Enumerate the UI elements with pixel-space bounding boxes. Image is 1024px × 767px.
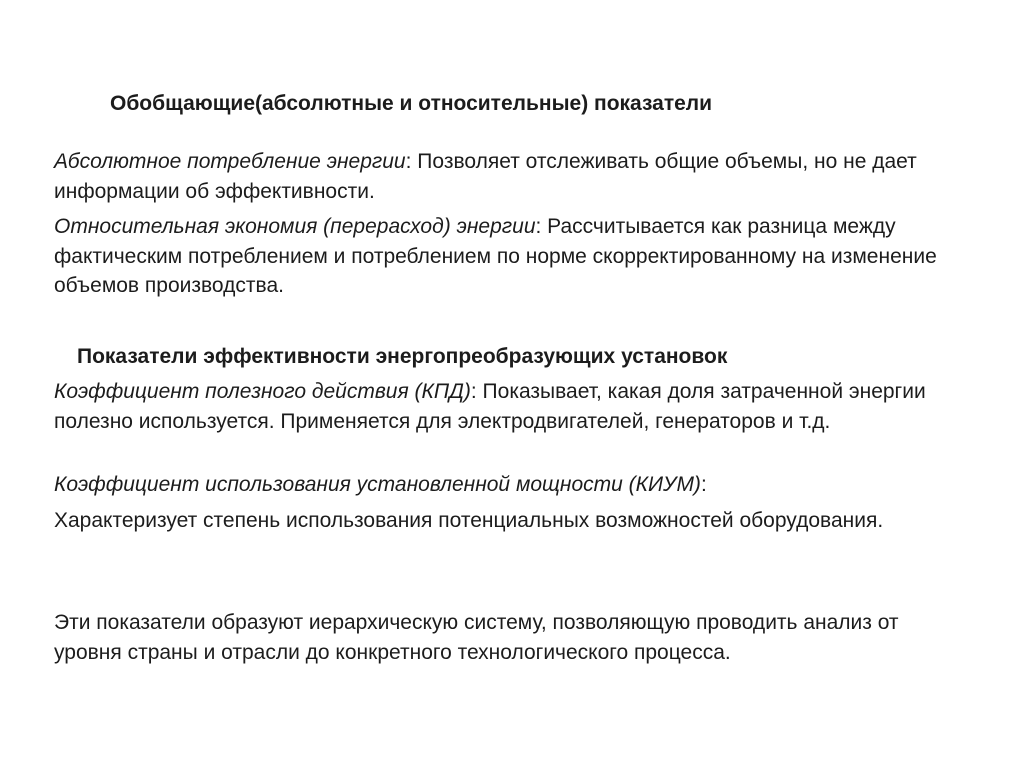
description-efficiency-coefficient: : Показывает, какая доля затраченной энергии полезно используется. Применяется для электродвигателей, генераторов и т.д. <box>54 380 926 433</box>
paragraph-conclusion: Эти показатели образуют иерархическую систему, позволяющую проводить анализ от уровня страны и отрасли до конкретного технологического процесса. <box>54 611 899 664</box>
description-absolute-consumption: : Позволяет отслеживать общие объемы, но не дает информации об эффективности. <box>54 150 917 203</box>
section-heading-efficiency-indicators: Показатели эффективности энергопреобразующих установок <box>77 345 728 368</box>
description-relative-savings: : Рассчитывается как разница между фактическим потреблением и потреблением по норме скорректированному на изменение объемов производства. <box>54 215 937 297</box>
term-relative-savings: Относительная экономия (перерасход) энергии <box>54 215 536 238</box>
term-efficiency-coefficient: Коэффициент полезного действия (КПД) <box>54 380 471 403</box>
paragraph-capacity-factor-description: Характеризует степень использования потенциальных возможностей оборудования. <box>54 509 884 532</box>
paragraph-efficiency-coefficient <box>54 377 954 436</box>
paragraph-relative-savings <box>54 212 954 301</box>
term-absolute-consumption: Абсолютное потребление энергии <box>54 150 406 173</box>
term-capacity-factor: Коэффициент использования установленной мощности (КИУМ) <box>54 473 701 496</box>
section-heading-generalizing-indicators: Обобщающие(абсолютные и относительные) показатели <box>110 92 713 115</box>
paragraph-absolute-consumption <box>54 147 954 206</box>
paragraph-capacity-factor <box>54 470 954 500</box>
description-capacity-factor-colon: : <box>700 473 707 496</box>
